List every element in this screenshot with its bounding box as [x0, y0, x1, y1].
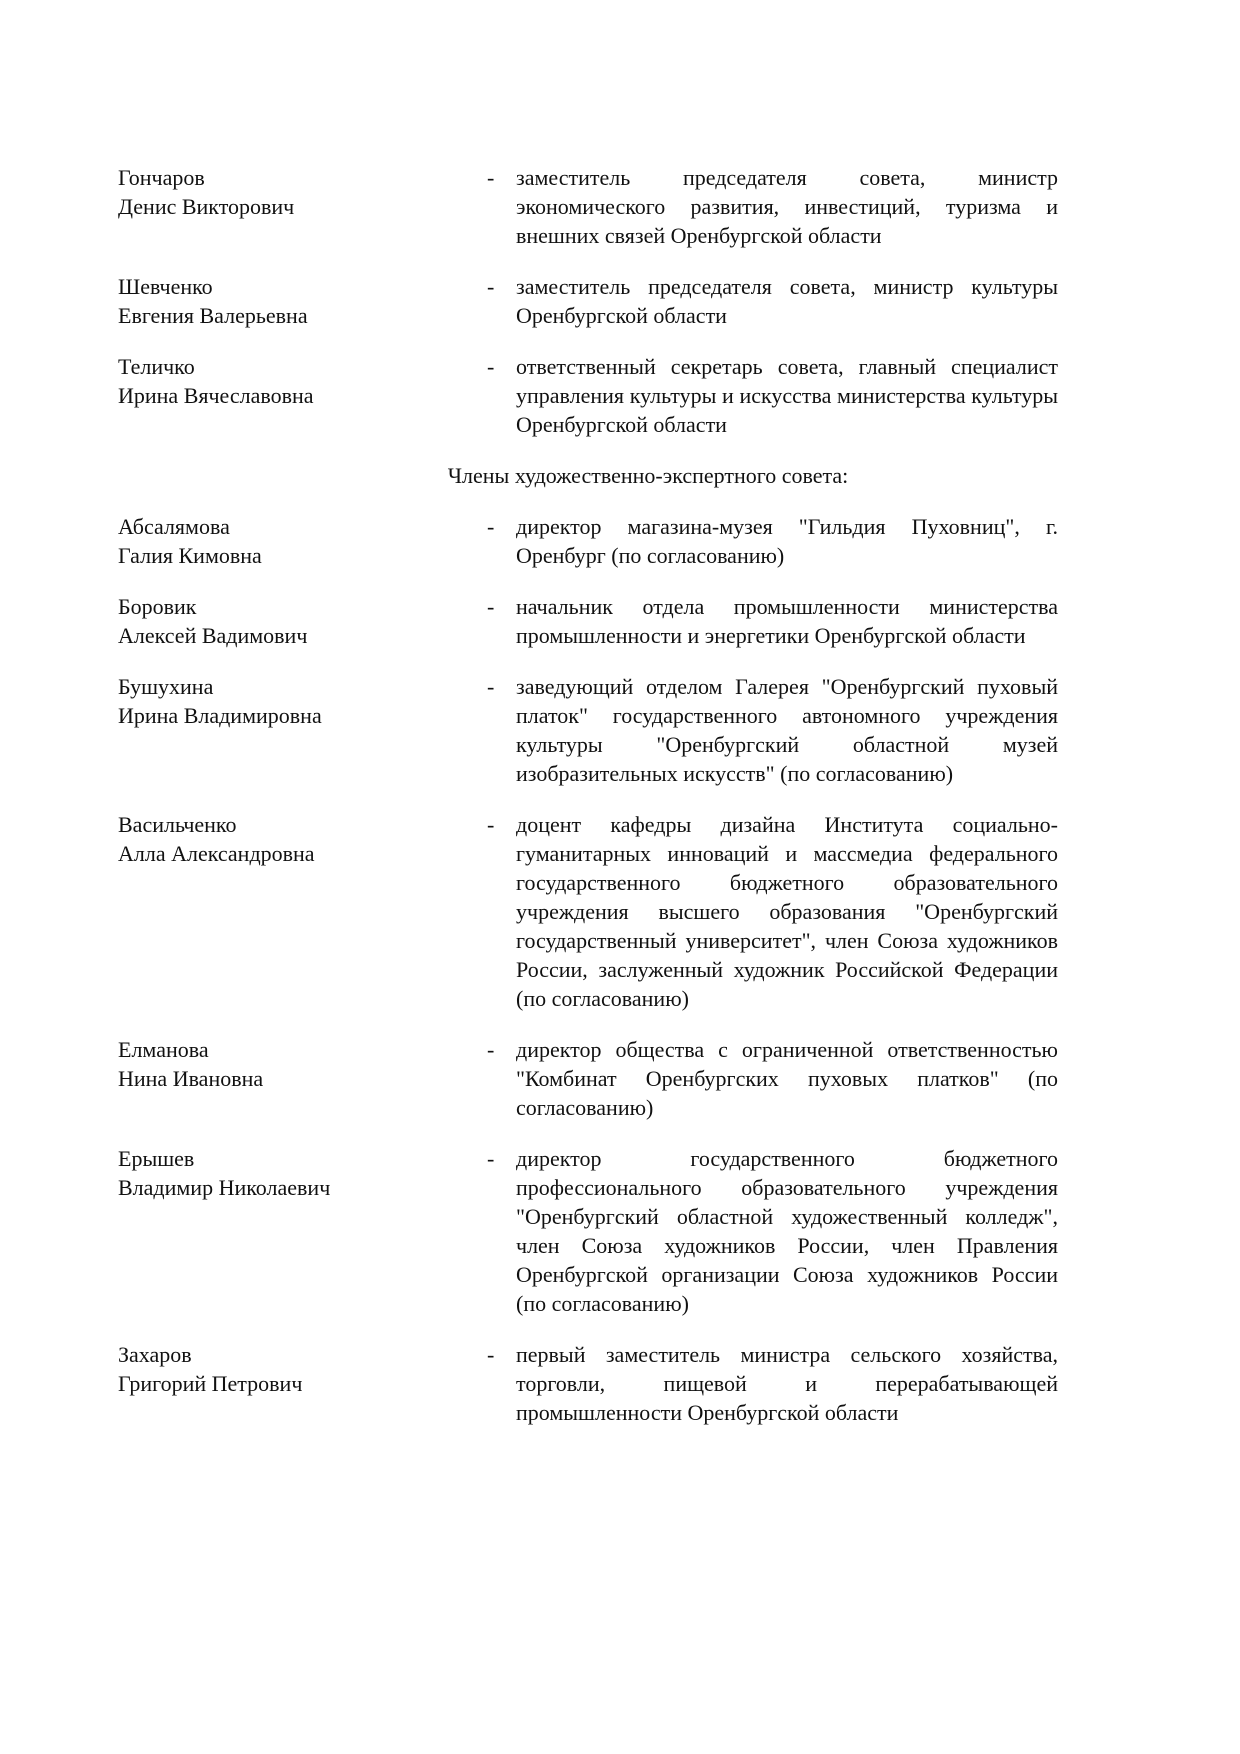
person-role: директор государственного бюджетного профессионального образовательного учреждения "Оренбургский областной художественный колледж", член Союза художников России, член Правления Оренбургской организации Союза художников России (по согласованию)	[516, 1146, 1058, 1316]
surname: Васильченко	[118, 812, 237, 837]
person-role: первый заместитель министра сельского хозяйства, торговли, пищевой и перерабатывающей промышленности Оренбургской области	[516, 1342, 1058, 1425]
surname: Захаров	[118, 1342, 192, 1367]
person-name	[118, 1144, 482, 1318]
dash-separator: -	[487, 594, 495, 619]
person-role: ответственный секретарь совета, главный специалист управления культуры и искусства министерства культуры Оренбургской области	[516, 354, 1058, 437]
member-entry-zakharov	[118, 1340, 1058, 1427]
given-name: Алла Александровна	[118, 841, 315, 866]
person-role: заведующий отделом Галерея "Оренбургский пуховый платок" государственного автономного учреждения культуры "Оренбургский областной музей изобразительных искусств" (по согласованию)	[516, 674, 1058, 786]
surname: Елманова	[118, 1037, 209, 1062]
person-name	[118, 272, 482, 330]
person-name	[118, 592, 482, 650]
given-name: Евгения Валерьевна	[118, 303, 308, 328]
person-role: заместитель председателя совета, министр экономического развития, инвестиций, туризма и внешних связей Оренбургской области	[516, 165, 1058, 248]
given-name: Ирина Вячеславовна	[118, 383, 314, 408]
surname: Абсалямова	[118, 514, 230, 539]
person-role: заместитель председателя совета, министр культуры Оренбургской области	[516, 274, 1058, 328]
dash-separator: -	[487, 274, 495, 299]
member-entry-vasilchenko	[118, 810, 1058, 1013]
surname: Боровик	[118, 594, 197, 619]
given-name: Владимир Николаевич	[118, 1175, 331, 1200]
surname: Гончаров	[118, 165, 205, 190]
given-name: Алексей Вадимович	[118, 623, 308, 648]
person-role: доцент кафедры дизайна Института социально-гуманитарных инноваций и массмедиа федерального государственного бюджетного образовательного учреждения высшего образования "Оренбургский государственный университет", член Союза художников России, заслуженный художник Российской Федерации (по согласованию)	[516, 812, 1058, 1011]
dash-separator: -	[487, 514, 495, 539]
person-name	[118, 810, 482, 1013]
given-name: Григорий Петрович	[118, 1371, 303, 1396]
person-name	[118, 512, 482, 570]
dash-separator: -	[487, 1342, 495, 1367]
council-entry-goncharov	[118, 163, 1058, 250]
person-role: директор магазина-музея "Гильдия Пуховниц", г. Оренбург (по согласованию)	[516, 514, 1058, 568]
person-role: начальник отдела промышленности министерства промышленности и энергетики Оренбургской области	[516, 594, 1058, 648]
member-entry-eryshev	[118, 1144, 1058, 1318]
member-entry-bushukhina	[118, 672, 1058, 788]
person-name	[118, 1340, 482, 1427]
person-name	[118, 163, 482, 250]
person-name	[118, 352, 482, 439]
person-name	[118, 672, 482, 788]
dash-separator: -	[487, 1037, 495, 1062]
given-name: Нина Ивановна	[118, 1066, 264, 1091]
surname: Бушухина	[118, 674, 214, 699]
given-name: Галия Кимовна	[118, 543, 262, 568]
dash-separator: -	[487, 1146, 495, 1171]
dash-separator: -	[487, 165, 495, 190]
person-name	[118, 1035, 482, 1122]
surname: Ерышев	[118, 1146, 195, 1171]
surname: Шевченко	[118, 274, 213, 299]
member-entry-elmanova	[118, 1035, 1058, 1122]
member-entry-absalyamova	[118, 512, 1058, 570]
given-name: Ирина Владимировна	[118, 703, 322, 728]
section-title-members: Члены художественно-экспертного совета:	[447, 463, 849, 488]
dash-separator: -	[487, 354, 495, 379]
member-entry-borovik	[118, 592, 1058, 650]
council-entry-telichko	[118, 352, 1058, 439]
dash-separator: -	[487, 674, 495, 699]
surname: Теличко	[118, 354, 195, 379]
dash-separator: -	[487, 812, 495, 837]
person-role: директор общества с ограниченной ответственностью "Комбинат Оренбургских пуховых платков" (по согласованию)	[516, 1037, 1058, 1120]
document-page	[118, 163, 1058, 1449]
council-entry-shevchenko	[118, 272, 1058, 330]
given-name: Денис Викторович	[118, 194, 295, 219]
